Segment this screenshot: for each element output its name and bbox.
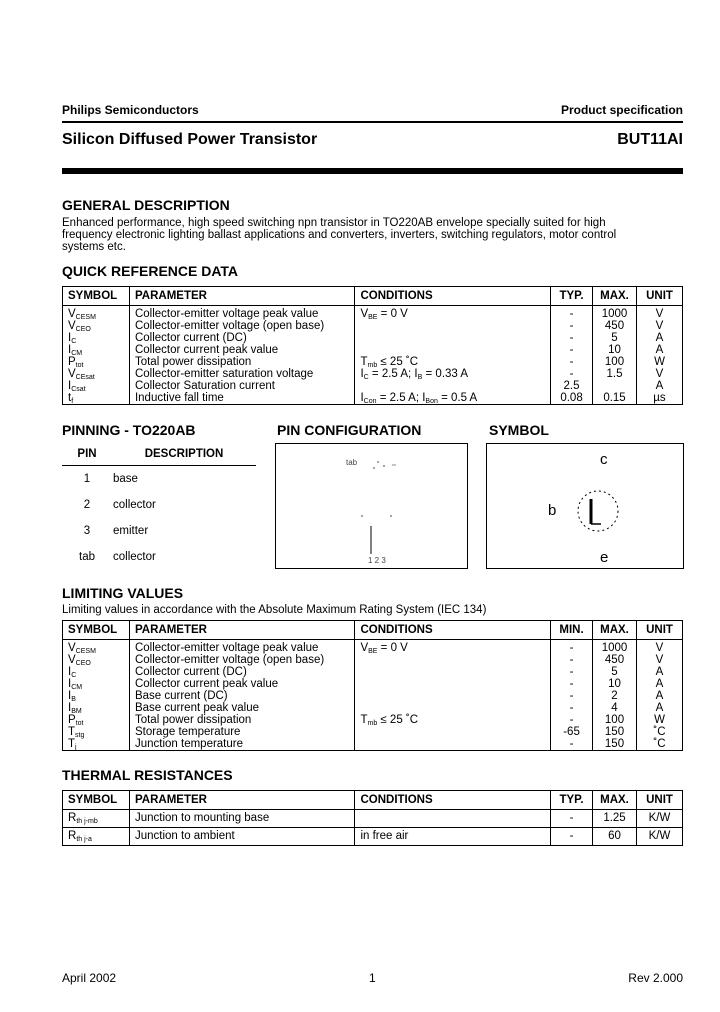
table-row [63,380,683,392]
symbol-cell [63,392,130,405]
thermal-resistances-table [62,790,683,846]
table-row [63,738,683,751]
symbol-cell [63,344,130,356]
conditions-cell [355,702,551,714]
parameter-cell: Collector-emitter voltage (open base) [129,654,354,666]
table-header-row [63,287,683,306]
max-cell: 4 [593,702,637,714]
table-row [63,368,683,380]
table-row [63,678,683,690]
typ-cell: - [551,332,593,344]
symbol-cell [63,714,130,726]
thermal-resistances-body [63,810,683,846]
parameter-cell: Junction to mounting base [129,810,354,828]
symbol-letter: I [68,666,72,678]
max-cell: 150 [593,738,637,751]
unit-cell: A [637,666,683,678]
symbol-letter: V [68,654,76,666]
condition-subscript: mb [367,362,378,369]
table-row [63,714,683,726]
symbol-letter: T [68,726,76,738]
symbol-letter: T [68,738,76,750]
description-line: systems etc. [62,241,126,253]
symbol-letter: I [68,332,72,344]
symbol-subscript: CM [71,350,83,357]
footer-date: April 2002 [62,971,117,985]
symbol-subscript: BM [71,708,82,715]
body-mark [361,515,363,517]
min-cell: - [551,690,593,702]
parameter-cell: Base current (DC) [129,690,354,702]
parameter-cell: Collector current peak value [129,344,354,356]
condition-subscript: Bon [425,398,438,405]
symbol-box [486,443,684,569]
condition-var: V [360,308,369,320]
symbol-cell [63,810,130,828]
table-row [62,518,256,544]
symbol-cell [63,726,130,738]
header-symbol: SYMBOL [63,621,130,640]
company-name: Philips Semiconductors [62,103,199,117]
unit-cell: ˚C [637,738,683,751]
max-cell: 1000 [593,306,637,321]
table-row [62,544,256,570]
max-cell: 10 [593,678,637,690]
table-row [63,356,683,368]
symbol-letter: V [68,642,76,654]
symbol-subscript: j [75,744,77,751]
unit-cell: V [637,654,683,666]
thermal-resistances-heading: THERMAL RESISTANCES [62,767,233,783]
unit-cell: V [637,320,683,332]
header-max: MAX. [593,791,637,810]
table-row [62,466,256,493]
condition-text: = 0 V [377,642,408,654]
conditions-cell [355,368,551,380]
max-cell: 0.15 [593,392,637,405]
symbol-letter: I [68,678,72,690]
typ-cell: - [551,344,593,356]
condition-var: T [360,714,368,726]
header-conditions: CONDITIONS [355,791,551,810]
quick-reference-heading: QUICK REFERENCE DATA [62,263,239,279]
header-description: DESCRIPTION [112,443,256,466]
description-line: frequency electronic lighting ballast applications and converters, inverters, switching regulators, motor control [62,229,617,241]
conditions-cell [355,810,551,828]
conditions-cell: in free air [355,828,551,846]
conditions-cell [355,332,551,344]
collector-label: c [600,451,608,468]
general-description-heading: GENERAL DESCRIPTION [62,197,230,213]
tab-hole-mark [377,461,379,463]
symbol-heading: SYMBOL [489,422,549,438]
unit-cell: W [637,714,683,726]
table-row [63,320,683,332]
pin-description: base [113,473,138,485]
max-cell: 150 [593,726,637,738]
parameter-cell: Total power dissipation [129,356,354,368]
table-row [63,726,683,738]
emitter-label: e [600,549,609,566]
conditions-cell [355,306,551,321]
symbol-subscript: th j-mb [76,818,98,825]
unit-cell: A [637,344,683,356]
min-cell: - [551,714,593,726]
max-cell: 1.5 [593,368,637,380]
max-cell: 5 [593,332,637,344]
description-line: Enhanced performance, high speed switching npn transistor in TO220AB envelope specially suited for high [62,217,606,229]
base-label: b [548,502,557,519]
table-row [63,810,683,828]
unit-cell: W [637,356,683,368]
tab-hole-mark [373,467,375,469]
symbol-subscript: CEO [75,660,91,667]
symbol-subscript: CEO [75,326,91,333]
conditions-cell [355,356,551,368]
symbol-letter: V [68,308,76,320]
unit-cell: V [637,306,683,321]
symbol-cell [63,380,130,392]
min-cell: - [551,666,593,678]
typ-cell: - [551,306,593,321]
pins-label: 1 2 3 [368,556,386,565]
table-row [63,332,683,344]
transistor-envelope-circle [578,491,618,531]
conditions-cell [355,690,551,702]
symbol-cell [63,828,130,846]
condition-subscript: C [363,374,369,381]
unit-cell: V [637,640,683,655]
limiting-values-table [62,620,683,751]
table-header-row [62,443,256,466]
tab-hole-mark [383,465,385,467]
min-cell: - [551,702,593,714]
symbol-subscript: CEsat [75,374,95,381]
header-symbol: SYMBOL [63,287,130,306]
table-row [63,702,683,714]
min-cell: - [551,640,593,655]
header-unit: UNIT [637,287,683,306]
parameter-cell: Storage temperature [129,726,354,738]
unit-cell: A [637,678,683,690]
unit-cell: K/W [637,828,683,846]
symbol-letter: t [68,392,72,404]
condition-subscript: B [417,374,423,381]
parameter-cell: Collector Saturation current [129,380,354,392]
table-header-row [63,621,683,640]
symbol-cell [63,306,130,321]
typ-cell: 2.5 [551,380,593,392]
part-number: BUT11AI [617,131,683,148]
pin-number: 2 [83,499,91,511]
parameter-cell: Collector current (DC) [129,332,354,344]
conditions-cell [355,666,551,678]
document-title: Silicon Diffused Power Transistor [62,131,318,148]
condition-text: ≤ 25 ˚C [377,356,419,368]
symbol-letter: V [68,368,76,380]
min-cell: - [551,678,593,690]
symbol-letter: P [68,356,76,368]
table-row [62,492,256,518]
unit-cell: A [637,690,683,702]
pin-number: 1 [83,473,91,485]
condition-text: = 2.5 A; I [368,368,418,380]
parameter-cell: Base current peak value [129,702,354,714]
conditions-cell [355,726,551,738]
parameter-cell: Collector-emitter voltage peak value [129,640,354,655]
to220-outline-drawing [276,444,467,568]
table-row [63,666,683,678]
conditions-cell [355,654,551,666]
symbol-subscript: th j-a [76,836,92,843]
unit-cell: ˚C [637,726,683,738]
symbol-letter: R [68,830,77,842]
condition-subscript: Con [363,398,377,405]
header-max: MAX. [593,287,637,306]
symbol-letter: I [68,344,72,356]
condition-text: = 0.5 A [437,392,478,404]
symbol-letter: P [68,714,76,726]
condition-var: I [360,392,364,404]
header-max: MAX. [593,621,637,640]
parameter-cell: Junction temperature [129,738,354,751]
min-cell: - [551,654,593,666]
symbol-subscript: CESM [75,648,96,655]
symbol-cell [63,738,130,751]
limiting-values-subtitle: Limiting values in accordance with the Absolute Maximum Rating System (IEC 134) [62,604,487,616]
conditions-cell [355,320,551,332]
symbol-subscript: CM [71,684,83,691]
parameter-cell: Collector-emitter voltage peak value [129,306,354,321]
header-min: MIN. [551,621,593,640]
symbol-cell [63,332,130,344]
header-pin: PIN [62,443,112,466]
header-rule [62,121,683,123]
max-cell: 5 [593,666,637,678]
pinning-table [62,443,256,570]
conditions-cell [355,344,551,356]
footer-revision: Rev 2.000 [628,971,683,985]
symbol-letter: I [68,702,72,714]
typ-cell: - [551,368,593,380]
min-cell: -65 [551,726,593,738]
quick-reference-body [63,306,683,405]
quick-reference-table [62,286,683,405]
parameter-cell: Total power dissipation [129,714,354,726]
typ-cell: - [551,828,593,846]
table-row [63,392,683,405]
min-cell: - [551,738,593,751]
symbol-letter: V [68,320,76,332]
unit-cell: A [637,380,683,392]
title-rule [62,168,683,174]
max-cell: 60 [593,828,637,846]
symbol-letter: I [68,380,72,392]
header-parameter: PARAMETER [129,621,354,640]
document-type: Product specification [560,103,683,117]
max-cell [593,380,637,392]
condition-subscript: mb [367,720,378,727]
typ-cell: 0.08 [551,392,593,405]
symbol-subscript: Csat [71,386,86,393]
max-cell: 450 [593,320,637,332]
symbol-subscript: stg [75,732,85,739]
condition-text: ≤ 25 ˚C [377,714,419,726]
max-cell: 10 [593,344,637,356]
symbol-letter: I [68,690,72,702]
conditions-cell [355,678,551,690]
parameter-cell: Collector current (DC) [129,666,354,678]
table-header-row [63,791,683,810]
pin-description: collector [113,499,156,511]
symbol-subscript: C [71,338,77,345]
conditions-cell [355,640,551,655]
condition-var: T [360,356,368,368]
header-typ: TYP. [551,287,593,306]
pin-number: 3 [83,525,91,537]
unit-cell: K/W [637,810,683,828]
header-parameter: PARAMETER [129,791,354,810]
typ-cell: - [551,810,593,828]
conditions-cell [355,380,551,392]
symbol-cell [63,640,130,655]
conditions-cell [355,714,551,726]
max-cell: 100 [593,356,637,368]
table-row [63,306,683,321]
symbol-cell [63,666,130,678]
body-mark [390,515,392,517]
unit-cell: A [637,332,683,344]
max-cell: 1.25 [593,810,637,828]
conditions-cell [355,738,551,751]
table-row [63,654,683,666]
parameter-cell: Collector-emitter saturation voltage [129,368,354,380]
parameter-cell: Inductive fall time [129,392,354,405]
header-typ: TYP. [551,791,593,810]
symbol-subscript: tot [75,362,84,369]
header-conditions: CONDITIONS [355,621,551,640]
max-cell: 2 [593,690,637,702]
symbol-subscript: tot [75,720,84,727]
symbol-cell [63,320,130,332]
pin-number: tab [79,551,95,563]
table-row [63,828,683,846]
max-cell: 1000 [593,640,637,655]
symbol-cell [63,654,130,666]
parameter-cell: Junction to ambient [129,828,354,846]
unit-cell: µs [637,392,683,405]
pin-configuration-box [275,443,468,569]
max-cell: 450 [593,654,637,666]
pin-description: emitter [113,525,149,537]
header-conditions: CONDITIONS [355,287,551,306]
symbol-subscript: f [71,398,74,405]
general-description-text [62,217,682,253]
limiting-values-heading: LIMITING VALUES [62,585,184,601]
header-unit: UNIT [637,621,683,640]
footer-page-number: 1 [369,971,376,985]
symbol-cell [63,702,130,714]
symbol-subscript: C [71,672,77,679]
symbol-letter: R [68,812,77,824]
header-parameter: PARAMETER [129,287,354,306]
condition-var: I [360,368,364,380]
symbol-cell [63,368,130,380]
symbol-cell [63,690,130,702]
condition-subscript: BE [368,648,378,655]
condition-text: = 0 V [377,308,408,320]
typ-cell: - [551,320,593,332]
condition-text: = 2.5 A; I [376,392,426,404]
symbol-subscript: B [71,696,76,703]
table-row [63,344,683,356]
table-row [63,640,683,655]
symbol-subscript: CESM [75,314,96,321]
symbol-cell [63,356,130,368]
typ-cell: - [551,356,593,368]
table-row [63,690,683,702]
condition-var: V [360,642,369,654]
parameter-cell: Collector current peak value [129,678,354,690]
pinning-heading: PINNING - TO220AB [62,422,196,438]
pin-configuration-heading: PIN CONFIGURATION [277,422,422,438]
pin-description: collector [113,551,156,563]
npn-transistor-symbol [487,444,683,568]
conditions-cell [355,392,551,405]
parameter-cell: Collector-emitter voltage (open base) [129,320,354,332]
header-unit: UNIT [637,791,683,810]
unit-cell: V [637,368,683,380]
tab-label: tab [346,458,358,467]
symbol-cell [63,678,130,690]
condition-subscript: BE [368,314,378,321]
condition-text: = 0.33 A [422,368,469,380]
limiting-values-body [63,640,683,751]
max-cell: 100 [593,714,637,726]
header-symbol: SYMBOL [63,791,130,810]
unit-cell: A [637,702,683,714]
